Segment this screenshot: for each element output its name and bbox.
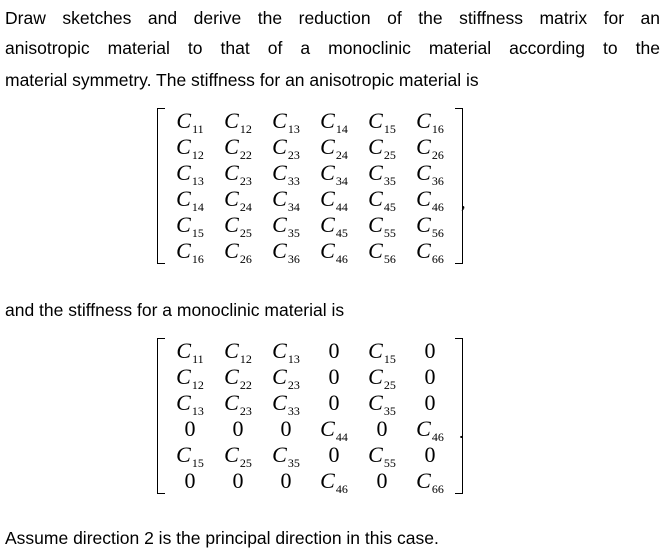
- matrix-entry: [262, 186, 310, 212]
- matrix-entry: [166, 108, 214, 134]
- matrix-grid: [166, 338, 454, 494]
- entry-symbol: C: [176, 338, 192, 363]
- entry-subscript: 22: [239, 148, 252, 162]
- matrix-entry: 0: [232, 468, 244, 493]
- matrix-entry: [166, 364, 214, 390]
- matrix-entry: 0: [424, 442, 436, 467]
- matrix-entry: [262, 160, 310, 186]
- matrix-entry: [406, 468, 454, 494]
- problem-line-3: material symmetry. The stiffness for an anisotropic material is: [5, 70, 479, 90]
- entry-subscript: 33: [287, 174, 300, 188]
- matrix-entry: [214, 160, 262, 186]
- entry-symbol: C: [224, 338, 239, 363]
- matrix-entry: [310, 238, 358, 264]
- entry-subscript: 46: [335, 482, 348, 496]
- entry-subscript: 34: [287, 200, 300, 214]
- matrix-entry: [406, 134, 454, 160]
- entry-symbol: C: [176, 238, 191, 263]
- entry-subscript: 13: [287, 122, 300, 136]
- matrix-comma: ,: [461, 192, 466, 212]
- entry-symbol: C: [272, 108, 287, 133]
- entry-symbol: C: [224, 390, 239, 415]
- matrix-entry: 0: [424, 390, 436, 415]
- entry-symbol: C: [416, 468, 431, 493]
- entry-symbol: C: [368, 160, 383, 185]
- left-bracket: [157, 108, 165, 264]
- entry-symbol: C: [176, 364, 191, 389]
- matrix-entry: [214, 338, 262, 364]
- entry-symbol: C: [224, 364, 239, 389]
- matrix-entry: [262, 364, 310, 390]
- matrix-entry: [406, 160, 454, 186]
- entry-subscript: 13: [191, 174, 204, 188]
- entry-symbol: C: [224, 186, 239, 211]
- problem-line-2: anisotropic material to that of a monoclinic material according to the: [5, 38, 660, 58]
- entry-symbol: C: [320, 212, 335, 237]
- entry-subscript: 11: [192, 122, 204, 136]
- matrix-entry: [310, 468, 358, 494]
- matrix-entry: [406, 238, 454, 264]
- entry-subscript: 23: [239, 174, 252, 188]
- matrix-entry: [214, 186, 262, 212]
- matrix-entry: [358, 212, 406, 238]
- entry-subscript: 26: [431, 148, 444, 162]
- entry-symbol: C: [320, 160, 335, 185]
- entry-subscript: 56: [431, 226, 444, 240]
- entry-subscript: 25: [383, 378, 396, 392]
- matrix-entry: 0: [328, 338, 340, 363]
- entry-subscript: 15: [383, 352, 396, 366]
- entry-subscript: 66: [431, 482, 444, 496]
- matrix-entry: [214, 390, 262, 416]
- entry-symbol: C: [224, 212, 239, 237]
- matrix-entry: 0: [328, 364, 340, 389]
- entry-subscript: 16: [191, 252, 204, 266]
- matrix-entry: [406, 108, 454, 134]
- entry-subscript: 16: [431, 122, 444, 136]
- entry-subscript: 26: [239, 252, 252, 266]
- matrix-entry: [262, 134, 310, 160]
- left-bracket: [157, 338, 165, 494]
- matrix-entry: [358, 108, 406, 134]
- entry-symbol: C: [272, 442, 287, 467]
- entry-subscript: 11: [192, 352, 204, 366]
- entry-subscript: 44: [335, 430, 348, 444]
- matrix-entry: 0: [280, 416, 292, 441]
- entry-symbol: C: [416, 108, 431, 133]
- entry-symbol: C: [272, 186, 287, 211]
- matrix-entry: [406, 212, 454, 238]
- entry-symbol: C: [320, 186, 335, 211]
- matrix-entry: [358, 442, 406, 468]
- matrix-entry: [262, 390, 310, 416]
- matrix-entry: [262, 442, 310, 468]
- entry-symbol: C: [176, 442, 191, 467]
- entry-subscript: 23: [287, 148, 300, 162]
- entry-subscript: 55: [383, 456, 396, 470]
- entry-symbol: C: [368, 390, 383, 415]
- entry-symbol: C: [176, 186, 191, 211]
- matrix-entry: [310, 416, 358, 442]
- entry-subscript: 55: [383, 226, 396, 240]
- entry-symbol: C: [176, 108, 192, 133]
- matrix-entry: [262, 108, 310, 134]
- entry-subscript: 25: [239, 456, 252, 470]
- entry-subscript: 24: [239, 200, 252, 214]
- matrix-entry: [358, 186, 406, 212]
- entry-symbol: C: [416, 212, 431, 237]
- entry-subscript: 45: [335, 226, 348, 240]
- entry-symbol: C: [224, 134, 239, 159]
- entry-subscript: 35: [383, 174, 396, 188]
- entry-symbol: C: [224, 160, 239, 185]
- entry-subscript: 66: [431, 252, 444, 266]
- matrix-entry: [166, 134, 214, 160]
- matrix-entry: [166, 238, 214, 264]
- entry-subscript: 13: [287, 352, 300, 366]
- entry-subscript: 22: [239, 378, 252, 392]
- entry-symbol: C: [320, 134, 335, 159]
- entry-symbol: C: [176, 134, 191, 159]
- entry-symbol: C: [416, 134, 431, 159]
- entry-subscript: 56: [383, 252, 396, 266]
- entry-symbol: C: [320, 238, 335, 263]
- matrix-entry: [166, 338, 214, 364]
- matrix-entry: 0: [376, 468, 388, 493]
- matrix-entry: [358, 160, 406, 186]
- matrix-entry: [214, 212, 262, 238]
- entry-symbol: C: [368, 212, 383, 237]
- entry-symbol: C: [272, 134, 287, 159]
- matrix-entry: [406, 416, 454, 442]
- entry-subscript: 15: [383, 122, 396, 136]
- entry-symbol: C: [272, 338, 287, 363]
- entry-subscript: 25: [239, 226, 252, 240]
- entry-subscript: 13: [191, 404, 204, 418]
- matrix-entry: 0: [424, 364, 436, 389]
- entry-subscript: 14: [335, 122, 348, 136]
- matrix-entry: [214, 238, 262, 264]
- matrix-entry: 0: [280, 468, 292, 493]
- matrix-entry: [310, 108, 358, 134]
- matrix-entry: 0: [376, 416, 388, 441]
- matrix-entry: 0: [328, 442, 340, 467]
- right-bracket: [455, 108, 463, 264]
- matrix-entry: 0: [232, 416, 244, 441]
- entry-subscript: 35: [287, 226, 300, 240]
- entry-subscript: 15: [191, 456, 204, 470]
- entry-symbol: C: [416, 186, 431, 211]
- matrix-entry: 0: [184, 468, 196, 493]
- problem-line-1: Draw sketches and derive the reduction of the stiffness matrix for an: [5, 8, 660, 28]
- entry-symbol: C: [272, 212, 287, 237]
- matrix-entry: [214, 364, 262, 390]
- entry-symbol: C: [368, 442, 383, 467]
- matrix-period: .: [459, 422, 464, 442]
- matrix-entry: [262, 212, 310, 238]
- matrix-entry: [166, 390, 214, 416]
- matrix-entry: [214, 108, 262, 134]
- entry-symbol: C: [224, 442, 239, 467]
- entry-symbol: C: [368, 108, 383, 133]
- entry-symbol: C: [176, 160, 191, 185]
- entry-symbol: C: [176, 212, 191, 237]
- entry-subscript: 24: [335, 148, 348, 162]
- entry-symbol: C: [416, 416, 431, 441]
- matrix-entry: [166, 160, 214, 186]
- entry-subscript: 46: [431, 430, 444, 444]
- matrix-entry: [310, 160, 358, 186]
- entry-symbol: C: [272, 364, 287, 389]
- entry-subscript: 36: [431, 174, 444, 188]
- anisotropic-stiffness-matrix: [166, 108, 454, 264]
- entry-symbol: C: [272, 390, 287, 415]
- matrix-entry: [358, 364, 406, 390]
- middle-text: and the stiffness for a monoclinic material is: [5, 300, 345, 320]
- entry-symbol: C: [272, 238, 287, 263]
- entry-subscript: 12: [191, 148, 204, 162]
- entry-symbol: C: [224, 108, 239, 133]
- entry-symbol: C: [320, 468, 335, 493]
- matrix-entry: [310, 186, 358, 212]
- entry-symbol: C: [320, 416, 335, 441]
- entry-symbol: C: [416, 238, 431, 263]
- matrix-entry: [214, 134, 262, 160]
- matrix-entry: [310, 212, 358, 238]
- matrix-entry: 0: [328, 390, 340, 415]
- matrix-entry: [166, 186, 214, 212]
- matrix-entry: [262, 238, 310, 264]
- entry-symbol: C: [272, 160, 287, 185]
- entry-subscript: 35: [383, 404, 396, 418]
- closing-text: Assume direction 2 is the principal direction in this case.: [5, 528, 439, 548]
- matrix-entry: 0: [184, 416, 196, 441]
- matrix-grid: [166, 108, 454, 264]
- entry-subscript: 46: [431, 200, 444, 214]
- entry-subscript: 46: [335, 252, 348, 266]
- matrix-entry: [358, 238, 406, 264]
- monoclinic-stiffness-matrix: [166, 338, 454, 494]
- matrix-entry: 0: [424, 338, 436, 363]
- entry-symbol: C: [368, 238, 383, 263]
- matrix-entry: [358, 390, 406, 416]
- entry-subscript: 45: [383, 200, 396, 214]
- entry-symbol: C: [368, 186, 383, 211]
- entry-symbol: C: [416, 160, 431, 185]
- matrix-entry: [262, 338, 310, 364]
- entry-subscript: 12: [239, 352, 252, 366]
- matrix-entry: [358, 338, 406, 364]
- entry-subscript: 25: [383, 148, 396, 162]
- entry-subscript: 23: [239, 404, 252, 418]
- matrix-entry: [214, 442, 262, 468]
- entry-symbol: C: [176, 390, 191, 415]
- entry-subscript: 23: [287, 378, 300, 392]
- entry-subscript: 44: [335, 200, 348, 214]
- entry-subscript: 34: [335, 174, 348, 188]
- matrix-entry: [358, 134, 406, 160]
- entry-subscript: 15: [191, 226, 204, 240]
- entry-symbol: C: [368, 134, 383, 159]
- entry-symbol: C: [368, 338, 383, 363]
- entry-subscript: 33: [287, 404, 300, 418]
- entry-subscript: 36: [287, 252, 300, 266]
- entry-subscript: 35: [287, 456, 300, 470]
- entry-subscript: 12: [191, 378, 204, 392]
- matrix-entry: [166, 442, 214, 468]
- matrix-entry: [166, 212, 214, 238]
- entry-symbol: C: [368, 364, 383, 389]
- right-bracket: [455, 338, 463, 494]
- entry-symbol: C: [224, 238, 239, 263]
- entry-subscript: 12: [239, 122, 252, 136]
- entry-symbol: C: [320, 108, 335, 133]
- entry-subscript: 14: [191, 200, 204, 214]
- matrix-entry: [406, 186, 454, 212]
- matrix-entry: [310, 134, 358, 160]
